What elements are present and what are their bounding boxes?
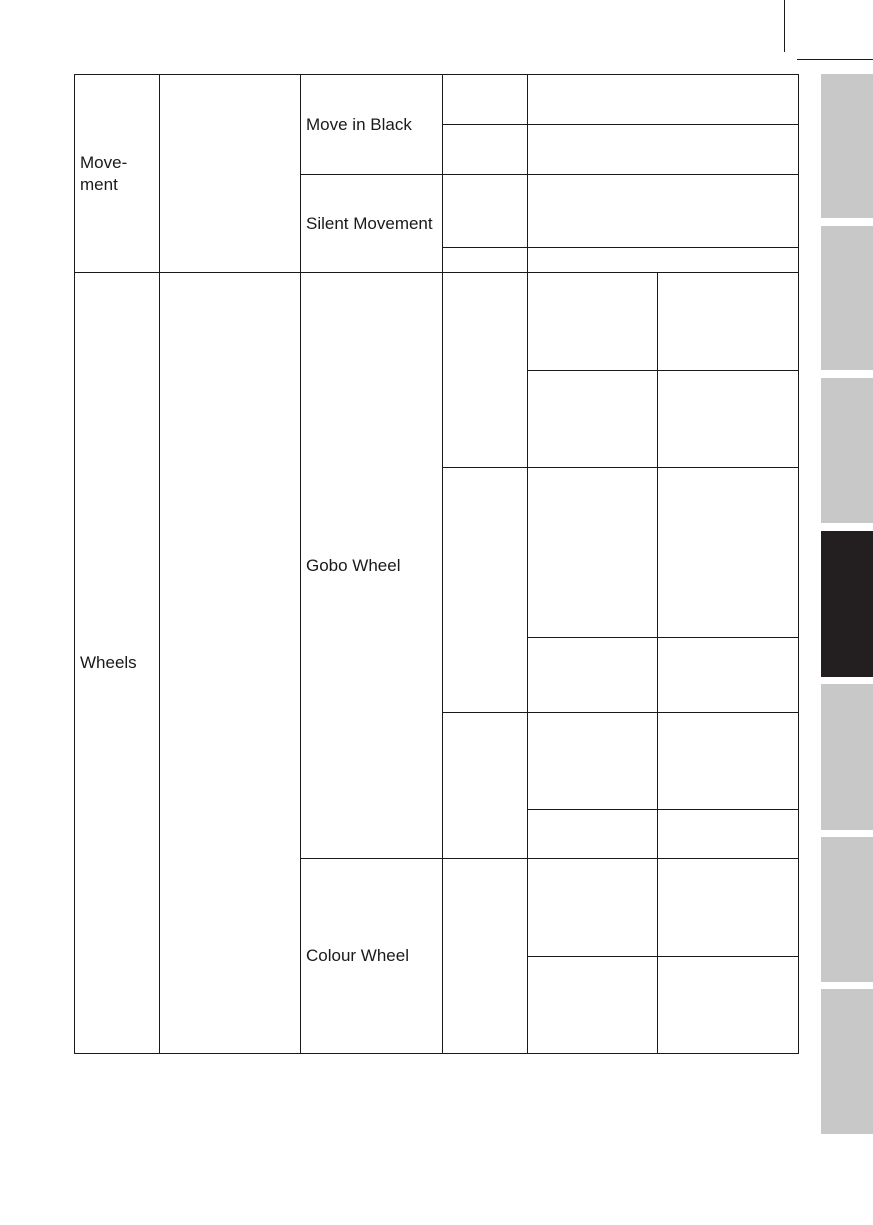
crop-mark-horizontal bbox=[797, 59, 873, 60]
description-cell bbox=[528, 810, 658, 859]
detail-cell bbox=[658, 810, 798, 859]
side-tab[interactable] bbox=[821, 989, 873, 1134]
description-cell bbox=[528, 713, 658, 810]
description-cell bbox=[528, 638, 658, 713]
crop-mark-vertical bbox=[784, 0, 785, 52]
category-cell-wheels bbox=[75, 273, 160, 1053]
value-cell bbox=[443, 859, 528, 1053]
description-cell bbox=[528, 859, 658, 957]
side-tab[interactable] bbox=[821, 837, 873, 982]
side-tab[interactable] bbox=[821, 684, 873, 830]
feature-label-gobo-wheel: Gobo Wheel bbox=[306, 555, 401, 575]
feature-cell-gobo-wheel bbox=[301, 273, 443, 859]
sub-cell-wheels bbox=[160, 273, 301, 1053]
sub-cell-movement bbox=[160, 75, 301, 273]
value-cell bbox=[443, 125, 528, 175]
description-cell bbox=[528, 125, 798, 175]
feature-cell-move-in-black bbox=[301, 75, 443, 175]
side-tab[interactable] bbox=[821, 378, 873, 523]
category-label-movement: Move- ment bbox=[80, 152, 128, 194]
detail-cell bbox=[658, 957, 798, 1053]
description-cell bbox=[528, 75, 798, 125]
feature-cell-silent-movement bbox=[301, 175, 443, 273]
detail-cell bbox=[658, 273, 798, 371]
category-label-wheels: Wheels bbox=[80, 653, 137, 672]
value-cell bbox=[443, 273, 528, 468]
description-cell bbox=[528, 273, 658, 371]
detail-cell bbox=[658, 713, 798, 810]
value-cell bbox=[443, 175, 528, 248]
category-cell-movement bbox=[75, 75, 160, 273]
value-cell bbox=[443, 248, 528, 273]
feature-label-silent-movement: Silent Movement bbox=[306, 213, 433, 233]
value-cell bbox=[443, 75, 528, 125]
side-tab[interactable] bbox=[821, 74, 873, 218]
spec-table bbox=[74, 74, 799, 1054]
description-cell bbox=[528, 468, 658, 638]
description-cell bbox=[528, 248, 798, 273]
feature-label-move-in-black: Move in Black bbox=[306, 114, 412, 134]
detail-cell bbox=[658, 638, 798, 713]
description-cell bbox=[528, 175, 798, 248]
detail-cell bbox=[658, 371, 798, 468]
description-cell bbox=[528, 957, 658, 1053]
side-tab[interactable] bbox=[821, 226, 873, 370]
value-cell bbox=[443, 468, 528, 713]
feature-label-colour-wheel: Colour Wheel bbox=[306, 946, 409, 965]
detail-cell bbox=[658, 468, 798, 638]
description-cell bbox=[528, 371, 658, 468]
detail-cell bbox=[658, 859, 798, 957]
side-tab-active[interactable] bbox=[821, 531, 873, 677]
value-cell bbox=[443, 713, 528, 859]
feature-cell-colour-wheel bbox=[301, 859, 443, 1053]
